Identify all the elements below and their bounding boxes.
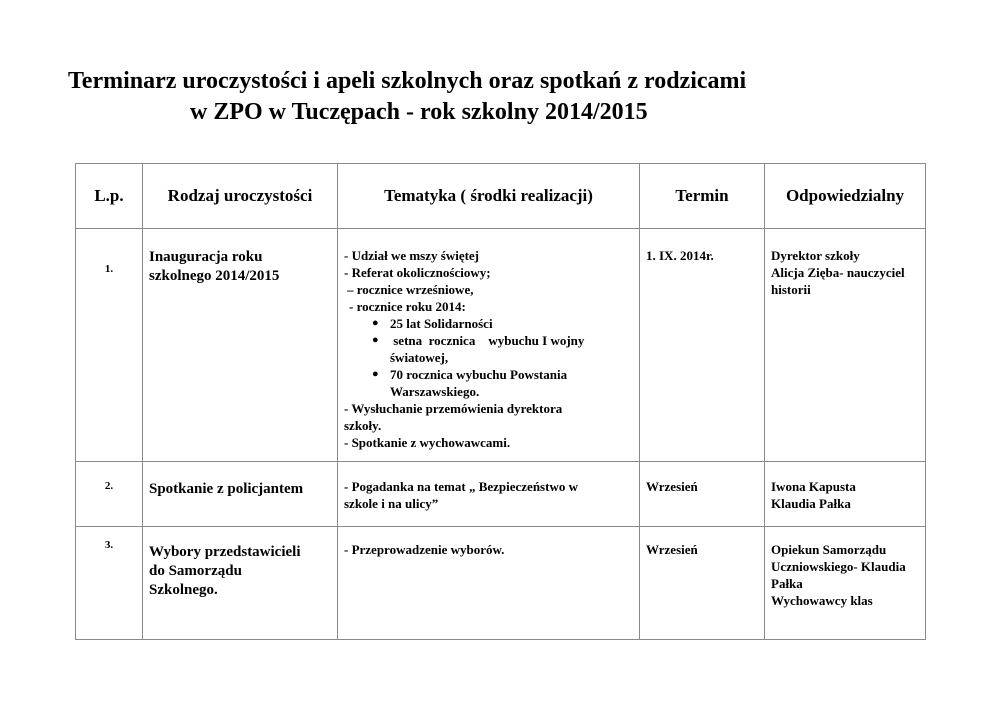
event-type <box>143 229 338 462</box>
responsible-line: Klaudia Pałka <box>771 496 851 511</box>
bullet-text: światowej, <box>390 350 449 365</box>
topic-line: – rocznice wrześniowe, <box>347 282 474 297</box>
row-number: 2. <box>76 462 143 527</box>
responsible-line: Pałka <box>771 576 803 591</box>
event-topic <box>338 229 640 462</box>
bullet-text: 70 rocznica wybuchu Powstania <box>390 367 568 382</box>
header-type: Rodzaj uroczystości <box>143 164 338 229</box>
title-line-1: Terminarz uroczystości i apeli szkolnych oraz spotkań z rodzicami <box>68 68 747 94</box>
header-topic: Tematyka ( środki realizacji) <box>338 164 640 229</box>
list-item <box>344 315 635 332</box>
event-type-line: Wybory przedstawicieli <box>149 544 301 560</box>
responsible-line: Alicja Zięba- nauczyciel <box>771 265 905 280</box>
responsible-line: Iwona Kapusta <box>771 479 856 494</box>
responsible-line: historii <box>771 282 811 297</box>
event-type-line: Inauguracja roku <box>149 249 263 265</box>
responsible-line: Uczniowskiego- Klaudia <box>771 559 906 574</box>
event-type-line: Spotkanie z policjantem <box>149 481 304 497</box>
event-type-line: do Samorządu <box>149 563 242 579</box>
header-lp: L.p. <box>76 164 143 229</box>
bullet-icon: ● <box>372 334 379 346</box>
responsible-line: Opiekun Samorządu <box>771 542 887 557</box>
title-line-2: w ZPO w Tuczępach - rok szkolny 2014/2015 <box>190 99 648 125</box>
topic-line: - Pogadanka na temat „ Bezpieczeństwo w <box>344 479 578 494</box>
topic-line: - Przeprowadzenie wyborów. <box>344 542 505 557</box>
event-topic <box>338 462 640 527</box>
topic-line: - Spotkanie z wychowawcami. <box>344 435 511 450</box>
bullet-text: Warszawskiego. <box>390 384 480 399</box>
row-number: 1. <box>76 229 143 462</box>
event-term: 1. IX. 2014r. <box>640 229 765 462</box>
topic-line: - Wysłuchanie przemówienia dyrektora <box>344 401 563 416</box>
topic-line: - rocznice roku 2014: <box>349 299 466 314</box>
list-item <box>344 366 635 400</box>
event-term: Wrzesień <box>640 462 765 527</box>
event-type <box>143 527 338 640</box>
bullet-icon: ● <box>372 368 379 380</box>
schedule-table <box>75 163 926 640</box>
event-type <box>143 462 338 527</box>
bullet-text: setna rocznica wybuchu I wojny <box>390 333 585 348</box>
bullet-text: 25 lat Solidarności <box>390 316 493 331</box>
list-item <box>344 332 635 366</box>
event-responsible <box>765 462 926 527</box>
header-term: Termin <box>640 164 765 229</box>
event-responsible <box>765 527 926 640</box>
table-row <box>76 527 926 640</box>
topic-line: szkoły. <box>344 418 382 433</box>
responsible-line: Wychowawcy klas <box>771 593 873 608</box>
table-row <box>76 229 926 462</box>
topic-line: - Udział we mszy świętej <box>344 248 480 263</box>
topic-line: - Referat okolicznościowy; <box>344 265 491 280</box>
header-responsible: Odpowiedzialny <box>765 164 926 229</box>
topic-line: szkole i na ulicy” <box>344 496 439 511</box>
topic-bullet-list <box>344 315 635 400</box>
event-type-line: szkolnego 2014/2015 <box>149 268 280 284</box>
table-row <box>76 462 926 527</box>
row-number: 3. <box>76 527 143 640</box>
event-responsible <box>765 229 926 462</box>
header-row <box>76 164 926 229</box>
bullet-icon: ● <box>372 317 379 329</box>
event-type-line: Szkolnego. <box>149 582 218 598</box>
event-term: Wrzesień <box>640 527 765 640</box>
responsible-line: Dyrektor szkoły <box>771 248 860 263</box>
event-topic <box>338 527 640 640</box>
